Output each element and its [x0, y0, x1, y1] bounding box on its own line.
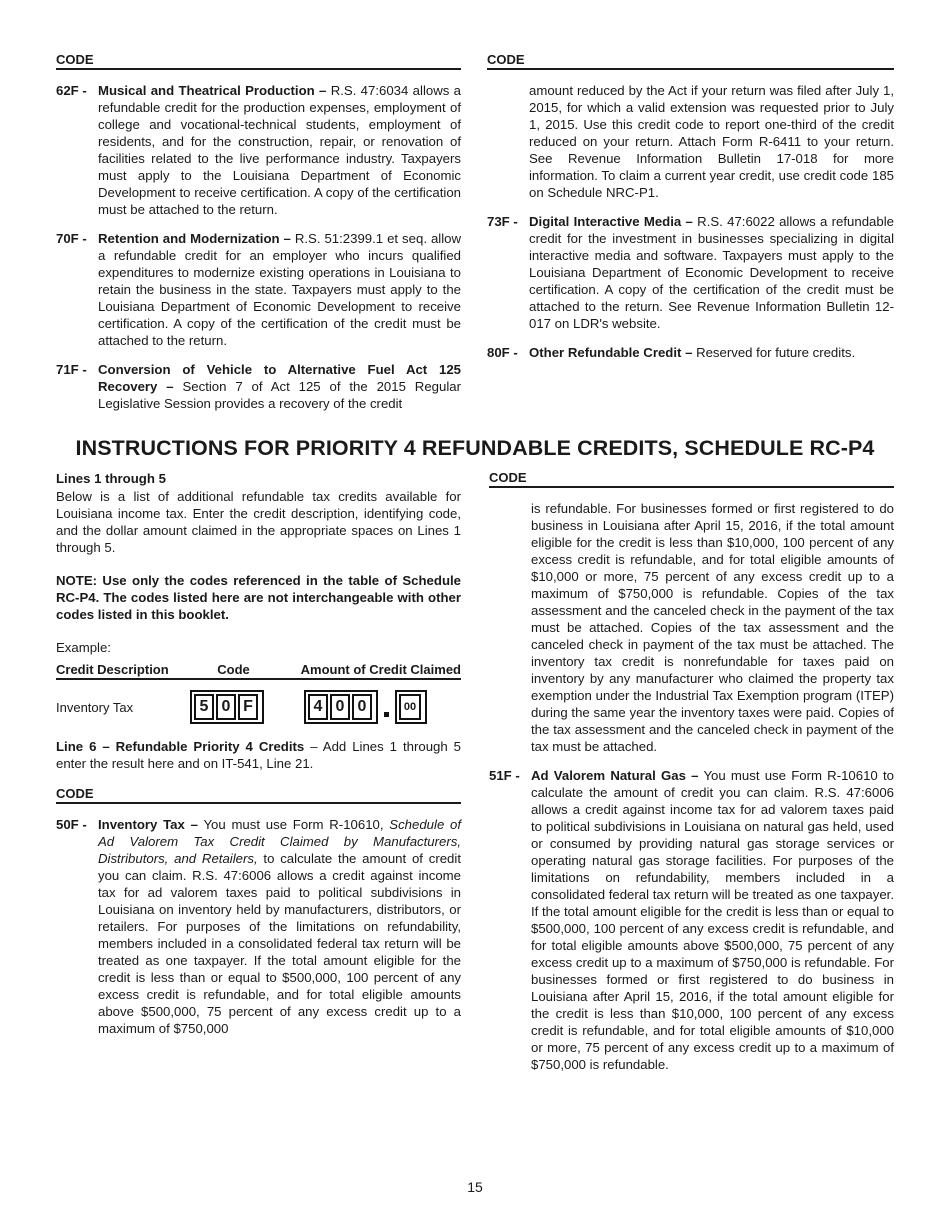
amount-char-box: 4: [308, 694, 328, 720]
line6-heading: Line 6 – Refundable Priority 4 Credits: [56, 739, 305, 754]
example-cents-box: [395, 690, 427, 724]
credit-entry-73f: [487, 213, 894, 332]
col-code: Code: [217, 662, 250, 677]
credit-continuation: [489, 500, 894, 755]
code-char-box: 0: [216, 694, 236, 720]
example-amount-boxes: [304, 690, 378, 724]
code-char-box: F: [238, 694, 258, 720]
credit-code: 70F -: [56, 231, 87, 246]
example-code-boxes: [190, 690, 264, 724]
example-label: Example:: [56, 640, 111, 655]
credit-continuation: [487, 82, 894, 201]
credit-text: You must use Form R-10610 to calculate the amount of credit you can claim. R.S. 47:6006 allows a credit against income tax for ad valorem taxes paid to political subdivisions in Louisiana on natural gas held, used or consumed by providing natural gas storage services or operating natural gas storage facilities. For purposes of the limitations on refundability, members included in a consolidated federal tax return will be treated as one taxpayer. If the total amount eligible for the credit is less than or equal to $500,000, 100 percent of any excess credit is refundable, and for total eligible amounts above $500,000, 75 percent of any excess credit up to a maximum of $750,000 is refundable. For businesses formed or first registered to do business in Louisiana after April 15, 2016, if the total amount eligible for the credit is less than $10,000, 100 percent of any excess credit is refundable, and for total eligible amounts of $10,000 or more, 75 percent of any excess credit up to a maximum of $750,000 is refundable.: [531, 768, 894, 1072]
credit-title: Conversion of Vehicle to Alternative Fuel Act 125 Recovery –: [98, 362, 461, 394]
example-row: [56, 690, 461, 724]
example-description: Inventory Tax: [56, 699, 134, 715]
credit-text: R.S. 51:2399.1 et seq. allow a refundable credit for an employer who incurs qualified expenditures to modernize existing operations in Louisiana to retain the business in the state. Taxpayers must apply to the Louisiana Department of Economic Development to receive certification. A copy of the certification of the credit must be attached to the return.: [98, 231, 461, 348]
credit-text-post: to calculate the amount of credit you can claim. R.S. 47:6006 allows a credit against income tax for ad valorem taxes paid to political subdivisions in Louisiana on inventory held by manufacturers, distributors, or retailers. For purposes of the limitations on refundability, members included in a consolidated federal tax return will be treated as one taxpayer. If the total amount eligible for the credit is less than or equal to $500,000, 100 percent of any excess credit is refundable, and for total eligible amounts above $500,000, 75 percent of any excess credit up to a maximum of $750,000: [98, 851, 461, 1036]
code-header: CODE: [489, 470, 894, 488]
continuation-text: is refundable. For businesses formed or first registered to do business in Louisiana after April 15, 2016, if the total amount eligible for the credit is less than $10,000, 100 percent of any excess credit is refundable, and for total eligible amounts of $10,000 or more, 75 percent of any excess credit up to a maximum of $750,000 is refundable. Copies of the tax assessment and the canceled check in the payment of the tax must be attached. Copies of the tax assessment and the canceled check in payment of the tax must be attached. The inventory tax credit is nonrefundable for taxes paid on inventory by any manufacturer who claimed the property tax exemption under the Industrial Tax Exemption program (ITEP) during the same year the inventory taxes were paid. Copies of the tax assessment and the canceled check in payment of the tax must be attached.: [531, 501, 894, 754]
col-amount: Amount of Credit Claimed: [300, 662, 461, 677]
line6-instruction: [56, 738, 461, 772]
credit-title: Retention and Modernization –: [98, 231, 291, 246]
bottom-left-column: [56, 470, 461, 1049]
top-left-column: [56, 52, 461, 424]
amount-char-box: 0: [352, 694, 372, 720]
credit-code: 51F -: [489, 768, 520, 783]
page-number: 15: [467, 1179, 483, 1195]
code-char-box: 5: [194, 694, 214, 720]
lines-heading: Lines 1 through 5: [56, 471, 166, 486]
credit-title: Ad Valorem Natural Gas –: [531, 768, 699, 783]
line6-text: – Add Lines 1 through 5 enter the result here and on IT-541, Line 21.: [56, 739, 461, 771]
credit-code: 50F -: [56, 817, 87, 832]
credit-title: Digital Interactive Media –: [529, 214, 693, 229]
credit-entry-62f: [56, 82, 461, 218]
credit-entry-71f: [56, 361, 461, 412]
decimal-point: [384, 712, 389, 717]
top-right-column: [487, 52, 894, 373]
credit-entry-80f: [487, 344, 894, 361]
example-table: [56, 662, 461, 724]
example-header: [56, 662, 461, 680]
credit-text-pre: You must use Form R-10610,: [197, 817, 390, 832]
continuation-text: amount reduced by the Act if your return was filed after July 1, 2015, for which a valid extension was requested prior to July 1, 2015. Use this credit code to report one-third of the credit reduced on your return. Attach Form R-6411 to your return. See Revenue Information Bulletin 17-018 for more information. To claim a current year credit, use credit code 185 on Schedule NRC-P1.: [529, 83, 894, 200]
credit-text: R.S. 47:6034 allows a refundable credit for the production expenses, employment of college and vocational-technical students, employment of residents, and for the construction, repair, or renovation of facilities related to the live performance industry. Taxpayers must apply to the Louisiana Department of Economic Development to receive certification. A copy of the certification must be attached to the return.: [98, 83, 461, 217]
bottom-right-column: [489, 470, 894, 1085]
credit-entry-70f: [56, 230, 461, 349]
col-credit-description: Credit Description: [56, 662, 169, 677]
credit-code: 73F -: [487, 214, 518, 229]
code-header: CODE: [487, 52, 894, 70]
credit-entry-51f: [489, 767, 894, 1073]
credit-code: 71F -: [56, 362, 87, 377]
credit-code: 62F -: [56, 83, 87, 98]
lines-text: Below is a list of additional refundable tax credits available for Louisiana income tax. Enter the credit description, identifying code, and the dollar amount claimed in the appropriate spaces on Lines 1 through 5.: [56, 489, 461, 555]
credit-title: Inventory Tax –: [98, 817, 198, 832]
note-text: NOTE: Use only the codes referenced in the table of Schedule RC-P4. The codes listed here are not interchangeable with other codes listed in this booklet.: [56, 573, 461, 622]
code-header: CODE: [56, 52, 461, 70]
section-title: INSTRUCTIONS FOR PRIORITY 4 REFUNDABLE CREDITS, SCHEDULE RC-P4: [75, 436, 875, 460]
credit-entry-50f: [56, 816, 461, 1037]
credit-code: 80F -: [487, 345, 518, 360]
form-title: Schedule of Ad Valorem Tax Credit Claimed by Manufacturers, Distributors, and Retailers,: [98, 817, 462, 866]
code-header: CODE: [56, 786, 461, 804]
credit-title: Musical and Theatrical Production –: [98, 83, 327, 98]
credit-title: Other Refundable Credit –: [529, 345, 693, 360]
credit-text: Section 7 of Act 125 of the 2015 Regular Legislative Session provides a recovery of the credit: [98, 379, 461, 411]
amount-char-box: 0: [330, 694, 350, 720]
credit-text: R.S. 47:6022 allows a refundable credit for the investment in businesses specializing in digital interactive media and software. Taxpayers must apply to the Louisiana Department of Economic Development to receive certification. A copy of the certification of the credit must be attached to the return. See Revenue Information Bulletin 12-017 on LDR's website.: [529, 214, 894, 331]
cents-box: 00: [399, 694, 421, 720]
credit-text: Reserved for future credits.: [692, 345, 856, 360]
